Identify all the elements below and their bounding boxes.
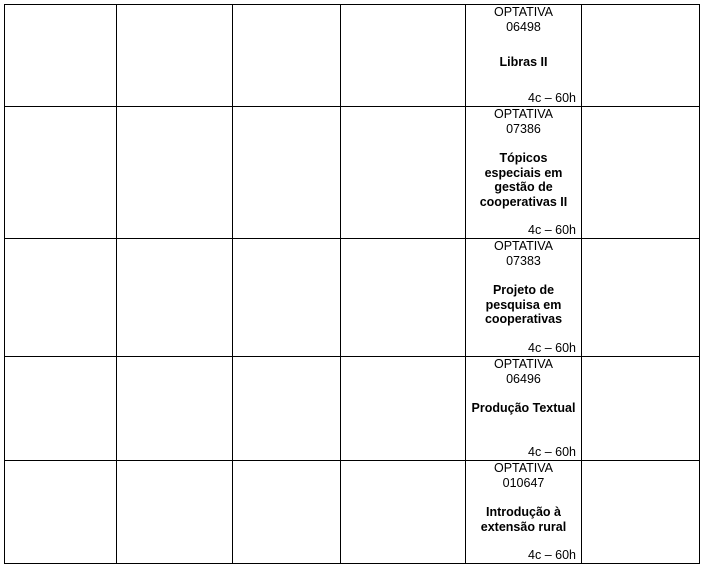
- empty-cell: [341, 357, 466, 461]
- course-load: 4c – 60h: [528, 341, 576, 355]
- table-row: [5, 107, 700, 239]
- empty-cell: [582, 239, 700, 357]
- empty-cell: [5, 107, 117, 239]
- course-title: Projeto de pesquisa em cooperativas: [484, 283, 563, 326]
- empty-cell: [233, 239, 341, 357]
- course-type: OPTATIVA: [493, 5, 554, 19]
- empty-cell: [582, 107, 700, 239]
- course-load: 4c – 60h: [528, 445, 576, 459]
- course-cell: [466, 5, 582, 107]
- course-cell: [466, 239, 582, 357]
- table-row: [5, 357, 700, 461]
- empty-cell: [5, 5, 117, 107]
- course-title: Libras II: [499, 55, 548, 69]
- empty-cell: [582, 357, 700, 461]
- course-code: 06496: [506, 371, 541, 386]
- empty-cell: [341, 5, 466, 107]
- course-code: 07386: [506, 121, 541, 136]
- empty-cell: [341, 239, 466, 357]
- table-row: [5, 5, 700, 107]
- course-load: 4c – 60h: [528, 91, 576, 105]
- table-row: [5, 461, 700, 564]
- course-code: 07383: [506, 253, 541, 268]
- course-code: 010647: [502, 475, 545, 490]
- course-title: Introdução à extensão rural: [480, 505, 567, 534]
- course-title: Tópicos especiais em gestão de cooperativas II: [479, 151, 568, 209]
- empty-cell: [5, 461, 117, 564]
- empty-cell: [117, 5, 233, 107]
- course-cell: [466, 107, 582, 239]
- course-code: 06498: [506, 19, 541, 34]
- empty-cell: [233, 107, 341, 239]
- empty-cell: [233, 5, 341, 107]
- empty-cell: [117, 357, 233, 461]
- empty-cell: [582, 5, 700, 107]
- empty-cell: [341, 461, 466, 564]
- course-type: OPTATIVA: [493, 357, 554, 371]
- course-cell: [466, 461, 582, 564]
- empty-cell: [233, 357, 341, 461]
- course-title: Produção Textual: [471, 401, 576, 415]
- empty-cell: [117, 107, 233, 239]
- empty-cell: [233, 461, 341, 564]
- course-load: 4c – 60h: [528, 548, 576, 562]
- course-type: OPTATIVA: [493, 107, 554, 121]
- empty-cell: [582, 461, 700, 564]
- course-load: 4c – 60h: [528, 223, 576, 237]
- empty-cell: [5, 239, 117, 357]
- schedule-table: [4, 4, 700, 564]
- empty-cell: [341, 107, 466, 239]
- table-row: [5, 239, 700, 357]
- course-type: OPTATIVA: [493, 239, 554, 253]
- course-cell: [466, 357, 582, 461]
- empty-cell: [117, 239, 233, 357]
- course-type: OPTATIVA: [493, 461, 554, 475]
- empty-cell: [117, 461, 233, 564]
- empty-cell: [5, 357, 117, 461]
